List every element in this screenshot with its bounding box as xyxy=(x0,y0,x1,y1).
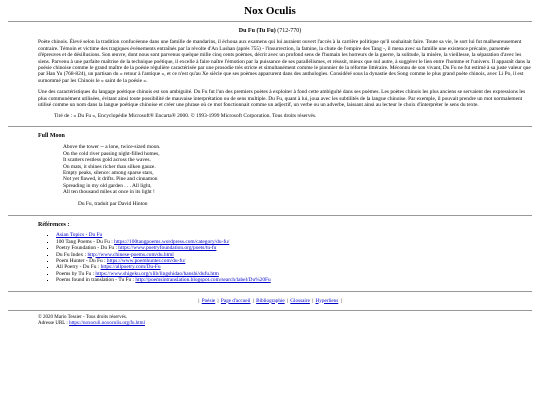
reference-label: Du Fu Index : xyxy=(56,251,88,258)
nav-link-poesie[interactable]: Poésie xyxy=(201,297,216,304)
poet-name: Du Fu (Tu Fu) xyxy=(238,28,276,34)
source-citation: Tiré de : « Du Fu », Encyclopédie Microsoft® Encarta® 2000. © 1993-1999 Microsoft Corporation. Tous droits réservés. xyxy=(54,113,317,120)
nav-link-hyperlinks[interactable]: Hyperliens xyxy=(315,297,339,304)
nav-link-glossary[interactable]: Glossaire xyxy=(290,297,310,304)
nav-link-home[interactable]: Page d'accueil xyxy=(220,297,251,304)
site-title: Nox Oculis xyxy=(244,5,296,17)
main-content xyxy=(0,28,540,120)
reference-label: Poetry Foundation - Du Fu : xyxy=(56,245,119,252)
top-divider xyxy=(8,21,532,22)
address-link[interactable]: https://noxoculi.noxoculis.org/fu.html xyxy=(69,320,145,326)
poem-line: On the cold river passing night-filled homes, xyxy=(63,150,160,157)
poet-heading xyxy=(8,28,532,34)
references-divider xyxy=(8,215,532,216)
poem-title: Full Moon xyxy=(38,132,65,139)
poem-line: It scatters restless gold across the waves. xyxy=(63,157,151,164)
reference-label: 100 Tang Poems - Du Fu : xyxy=(56,238,115,245)
poem-line: Empty peaks, silence: among sparse stars, xyxy=(63,169,154,176)
reference-link[interactable]: http://poemsintranslation.blogspot.com/search/label/Du%20Fu xyxy=(135,277,271,284)
references-list xyxy=(56,232,532,283)
biography-paragraph: Poète chinois. Élevé selon la tradition confucéenne dans une famille de mandarins, il échoua aux examens qui lui auraient ouvert l'accès à la carrière politique qu'il souhaitait faire. Toute sa vie, le sort lui fut malheureusement contraire. Témoin et victime des tragiques événements entraînés par la révolte d'An Lushan (après 755) - l'insurrection, la famine, la chute de l'empire des Tang -, il mena avec sa famille une existence précaire, parsemée d'épreuves et de désillusions. Son œuvre, dont nous sont parvenus quelque mille cinq cents poèmes, décrit avec un profond sens de l'humain les horreurs de la guerre, la solitude, la misère, la vieillesse, la séparation d'avec les siens. Parvenu à une parfaite maîtrise de la technique poétique, il excelle à faire naître l'émotion par la puissance de ses parallélismes, et réussit, mieux que nul autre, à suggérer le lien entre l'homme et l'univers. Il apparaît dans la poésie chinoise comme le grand maître de la poésie régulière caractérisée par une prosodie très stricte et simultanément comme le pionnier de la réforme littéraire. Méconnu de son vivant, Du Fu ne fut estimé à sa juste valeur que par Han Yu (768-824), un partisan du « retour à l'antique », et ce n'est qu'au Xe siècle que ses poèmes apparurent dans des anthologies. Considéré sous la dynastie des Song comme le plus grand poète chinois, avec Li Po, il est surnommé par les Chinois le « saint de la poésie ». xyxy=(38,39,531,84)
reference-item xyxy=(56,277,532,283)
poem-line: Not yet flawed, it drifts. Pine and cinnamon xyxy=(63,176,158,183)
reference-link[interactable]: https://www.poemhunter.com/du-fu/ xyxy=(106,257,186,264)
references-title: Références : xyxy=(38,221,70,228)
poem-line: On mats, it shines richer than silken gauze. xyxy=(63,163,156,170)
copyright-text: © 2020 Mario Tessier - Tous droits réservés. xyxy=(38,314,128,320)
ambiguity-paragraph: Une des caractéristiques du langage poétique chinois est son ambiguïté. Du Fu fut l'un des premiers poètes à exploiter à fond cette ambiguïté dans ses poèmes. Les poètes chinois les plus anciens se servaient des expressions les plus communément utilisées, évitant ainsi toute possibilité de mauvaise interprétation ou de sens multiple. Du Fu, quant à lui, joua avec les subtilités de la langue chinoise. Par exemple, il pouvait prendre un mot normalement utilisé comme un nom dans la langue poétique chinoise et créer une phrase où ce mot fonctionnait comme un adjectif, un verbe ou un adverbe, laissant ainsi au lecteur le choix d'interpréter le sens du texte. xyxy=(38,89,526,109)
poem-section xyxy=(0,133,540,207)
footer-nav: | Poésie | Page d'accueil | Bibliographie | Glossaire | Hyperliens | xyxy=(198,297,342,304)
reference-link[interactable]: https://100tangpoems.wordpress.com/category/du-fu/ xyxy=(114,238,230,245)
reference-link[interactable]: https://allpoetry.com/Du-Fu xyxy=(100,264,161,271)
reference-link-asian-topics[interactable]: Asian Topics - Du Fu xyxy=(56,232,103,239)
poem-divider xyxy=(8,126,532,127)
address-line xyxy=(38,321,532,327)
poem-translator: Du Fu, traduit par David Hinton xyxy=(78,200,148,207)
poem-line: Above the tower -- a lone, twice-sized moon. xyxy=(63,144,161,151)
address-label: Adresse URL : xyxy=(38,320,70,326)
nav-link-bibliography[interactable]: Bibliographie xyxy=(256,297,285,304)
reference-link[interactable]: http://www.chinese-poems.com/du.html xyxy=(87,251,174,258)
copyright-block xyxy=(30,315,540,327)
poem-line: Spreading in my old garden . . . All light, xyxy=(63,182,152,189)
poem-body xyxy=(63,144,532,195)
reference-label: Poems by Tu Fu : xyxy=(56,270,96,277)
reference-link[interactable]: https://www.shigeku.org/xlib/lingshidao/hanshi/dufu.htm xyxy=(95,270,219,277)
bottom-divider xyxy=(8,310,532,311)
reference-label: Poems found in translation - Tu Fu : xyxy=(56,277,136,284)
reference-label: All Poetry - Du Fu : xyxy=(56,264,101,271)
footer-divider xyxy=(8,291,532,292)
poem-line: All ten thousand miles at once in its light ! xyxy=(63,189,155,196)
reference-link[interactable]: https://www.poetryfoundation.org/poets/tu-fu xyxy=(118,245,217,252)
reference-label: Poem Hunter - Du Fu : xyxy=(56,257,107,264)
references-section xyxy=(0,222,540,284)
poet-dates: (712-770) xyxy=(277,28,302,34)
